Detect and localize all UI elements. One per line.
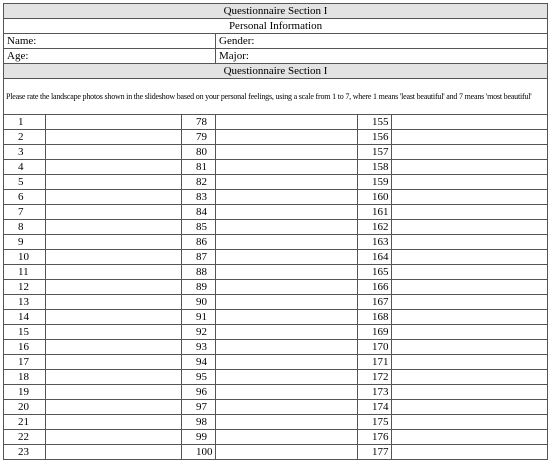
- photo-number: 90: [182, 295, 216, 310]
- rating-answer-cell[interactable]: [46, 445, 182, 460]
- rating-answer-cell[interactable]: [392, 160, 548, 175]
- photo-number: 164: [358, 250, 392, 265]
- photo-number: 84: [182, 205, 216, 220]
- rating-answer-cell[interactable]: [46, 130, 182, 145]
- rating-answer-cell[interactable]: [392, 295, 548, 310]
- rating-row: [4, 370, 548, 385]
- rating-answer-cell[interactable]: [392, 265, 548, 280]
- rating-answer-cell[interactable]: [216, 385, 358, 400]
- photo-number: 158: [358, 160, 392, 175]
- rating-answer-cell[interactable]: [216, 265, 358, 280]
- rating-row: [4, 160, 548, 175]
- rating-answer-cell[interactable]: [392, 400, 548, 415]
- photo-number: 12: [4, 280, 46, 295]
- photo-number: 17: [4, 355, 46, 370]
- section-title: Questionnaire Section I: [4, 64, 548, 79]
- rating-row: [4, 205, 548, 220]
- rating-answer-cell[interactable]: [46, 145, 182, 160]
- rating-answer-cell[interactable]: [46, 115, 182, 130]
- rating-answer-cell[interactable]: [216, 220, 358, 235]
- rating-answer-cell[interactable]: [392, 385, 548, 400]
- rating-answer-cell[interactable]: [216, 235, 358, 250]
- photo-number: 99: [182, 430, 216, 445]
- rating-answer-cell[interactable]: [392, 415, 548, 430]
- gender-field[interactable]: Gender:: [216, 34, 548, 49]
- photo-number: 96: [182, 385, 216, 400]
- rating-row: [4, 445, 548, 460]
- photo-number: 92: [182, 325, 216, 340]
- photo-number: 11: [4, 265, 46, 280]
- rating-answer-cell[interactable]: [392, 250, 548, 265]
- photo-number: 94: [182, 355, 216, 370]
- rating-answer-cell[interactable]: [46, 325, 182, 340]
- rating-answer-cell[interactable]: [392, 220, 548, 235]
- rating-answer-cell[interactable]: [392, 355, 548, 370]
- rating-answer-cell[interactable]: [216, 130, 358, 145]
- rating-row: [4, 220, 548, 235]
- photo-number: 100: [182, 445, 216, 460]
- rating-answer-cell[interactable]: [216, 280, 358, 295]
- rating-answer-cell[interactable]: [46, 160, 182, 175]
- photo-number: 86: [182, 235, 216, 250]
- photo-number: 1: [4, 115, 46, 130]
- rating-answer-cell[interactable]: [216, 340, 358, 355]
- rating-row: [4, 265, 548, 280]
- photo-number: 2: [4, 130, 46, 145]
- rating-row: [4, 145, 548, 160]
- rating-answer-cell[interactable]: [216, 310, 358, 325]
- photo-number: 155: [358, 115, 392, 130]
- rating-answer-cell[interactable]: [216, 400, 358, 415]
- rating-answer-cell[interactable]: [392, 280, 548, 295]
- photo-number: 165: [358, 265, 392, 280]
- rating-row: [4, 430, 548, 445]
- photo-number: 7: [4, 205, 46, 220]
- photo-number: 168: [358, 310, 392, 325]
- rating-row: [4, 310, 548, 325]
- rating-answer-cell[interactable]: [392, 430, 548, 445]
- photo-number: 172: [358, 370, 392, 385]
- rating-row: [4, 280, 548, 295]
- photo-number: 91: [182, 310, 216, 325]
- photo-number: 98: [182, 415, 216, 430]
- rating-answer-cell[interactable]: [392, 310, 548, 325]
- photo-number: 159: [358, 175, 392, 190]
- rating-answer-cell[interactable]: [46, 190, 182, 205]
- photo-number: 171: [358, 355, 392, 370]
- rating-answer-cell[interactable]: [46, 220, 182, 235]
- rating-answer-cell[interactable]: [216, 145, 358, 160]
- photo-number: 173: [358, 385, 392, 400]
- rating-row: [4, 295, 548, 310]
- rating-answer-cell[interactable]: [216, 205, 358, 220]
- rating-answer-cell[interactable]: [46, 400, 182, 415]
- photo-number: 6: [4, 190, 46, 205]
- rating-answer-cell[interactable]: [46, 370, 182, 385]
- photo-number: 8: [4, 220, 46, 235]
- rating-answer-cell[interactable]: [392, 145, 548, 160]
- rating-answer-cell[interactable]: [392, 190, 548, 205]
- photo-number: 22: [4, 430, 46, 445]
- rating-answer-cell[interactable]: [46, 415, 182, 430]
- photo-number: 16: [4, 340, 46, 355]
- photo-number: 79: [182, 130, 216, 145]
- photo-number: 97: [182, 400, 216, 415]
- rating-row: [4, 340, 548, 355]
- photo-number: 3: [4, 145, 46, 160]
- rating-row: [4, 235, 548, 250]
- photo-number: 13: [4, 295, 46, 310]
- rating-answer-cell[interactable]: [46, 250, 182, 265]
- photo-number: 174: [358, 400, 392, 415]
- photo-number: 4: [4, 160, 46, 175]
- rating-row: [4, 175, 548, 190]
- rating-answer-cell[interactable]: [216, 430, 358, 445]
- photo-number: 14: [4, 310, 46, 325]
- age-field[interactable]: Age:: [4, 49, 216, 64]
- rating-answer-cell[interactable]: [392, 325, 548, 340]
- rating-answer-cell[interactable]: [392, 235, 548, 250]
- rating-instruction: Please rate the landscape photos shown in the slideshow based on your personal feelings, using a scale from 1 to 7, where 1 means 'least beautiful' and 7 means 'most beautiful': [4, 79, 548, 115]
- rating-answer-cell[interactable]: [216, 370, 358, 385]
- photo-number: 93: [182, 340, 216, 355]
- rating-row: [4, 115, 548, 130]
- photo-number: 20: [4, 400, 46, 415]
- photo-number: 177: [358, 445, 392, 460]
- rating-answer-cell[interactable]: [216, 160, 358, 175]
- rating-answer-cell[interactable]: [216, 190, 358, 205]
- photo-number: 89: [182, 280, 216, 295]
- photo-number: 176: [358, 430, 392, 445]
- rating-answer-cell[interactable]: [216, 445, 358, 460]
- rating-answer-cell[interactable]: [216, 250, 358, 265]
- major-field[interactable]: Major:: [216, 49, 548, 64]
- photo-number: 82: [182, 175, 216, 190]
- rating-answer-cell[interactable]: [46, 295, 182, 310]
- photo-number: 88: [182, 265, 216, 280]
- photo-number: 175: [358, 415, 392, 430]
- photo-number: 23: [4, 445, 46, 460]
- rating-answer-cell[interactable]: [392, 130, 548, 145]
- rating-answer-cell[interactable]: [392, 445, 548, 460]
- rating-answer-cell[interactable]: [46, 175, 182, 190]
- rating-answer-cell[interactable]: [46, 310, 182, 325]
- rating-row: [4, 415, 548, 430]
- questionnaire-title: Questionnaire Section I: [4, 4, 548, 19]
- photo-number: 85: [182, 220, 216, 235]
- photo-number: 167: [358, 295, 392, 310]
- rating-row: [4, 250, 548, 265]
- rating-answer-cell[interactable]: [46, 340, 182, 355]
- photo-number: 163: [358, 235, 392, 250]
- photo-number: 78: [182, 115, 216, 130]
- rating-answer-cell[interactable]: [46, 235, 182, 250]
- photo-number: 166: [358, 280, 392, 295]
- photo-number: 156: [358, 130, 392, 145]
- rating-row: [4, 355, 548, 370]
- rating-answer-cell[interactable]: [216, 355, 358, 370]
- rating-answer-cell[interactable]: [216, 325, 358, 340]
- photo-number: 83: [182, 190, 216, 205]
- rating-answer-cell[interactable]: [392, 205, 548, 220]
- photo-number: 9: [4, 235, 46, 250]
- rating-answer-cell[interactable]: [392, 340, 548, 355]
- photo-number: 10: [4, 250, 46, 265]
- questionnaire-table: [3, 3, 548, 460]
- photo-number: 87: [182, 250, 216, 265]
- photo-number: 162: [358, 220, 392, 235]
- rating-answer-cell[interactable]: [46, 355, 182, 370]
- rating-answer-cell[interactable]: [216, 175, 358, 190]
- rating-row: [4, 130, 548, 145]
- rating-answer-cell[interactable]: [216, 295, 358, 310]
- photo-number: 160: [358, 190, 392, 205]
- personal-info-title: Personal Information: [4, 19, 548, 34]
- rating-row: [4, 190, 548, 205]
- rating-row: [4, 400, 548, 415]
- photo-number: 161: [358, 205, 392, 220]
- photo-number: 5: [4, 175, 46, 190]
- rating-answer-cell[interactable]: [46, 385, 182, 400]
- rating-answer-cell[interactable]: [46, 280, 182, 295]
- photo-number: 15: [4, 325, 46, 340]
- rating-row: [4, 385, 548, 400]
- photo-number: 169: [358, 325, 392, 340]
- photo-number: 18: [4, 370, 46, 385]
- rating-answer-cell[interactable]: [46, 205, 182, 220]
- photo-number: 170: [358, 340, 392, 355]
- rating-answer-cell[interactable]: [46, 430, 182, 445]
- rating-row: [4, 325, 548, 340]
- name-field[interactable]: Name:: [4, 34, 216, 49]
- photo-number: 157: [358, 145, 392, 160]
- photo-number: 19: [4, 385, 46, 400]
- rating-answer-cell[interactable]: [392, 115, 548, 130]
- rating-answer-cell[interactable]: [392, 370, 548, 385]
- photo-number: 95: [182, 370, 216, 385]
- rating-answer-cell[interactable]: [392, 175, 548, 190]
- rating-answer-cell[interactable]: [46, 265, 182, 280]
- rating-answer-cell[interactable]: [216, 115, 358, 130]
- photo-number: 80: [182, 145, 216, 160]
- photo-number: 21: [4, 415, 46, 430]
- rating-answer-cell[interactable]: [216, 415, 358, 430]
- photo-number: 81: [182, 160, 216, 175]
